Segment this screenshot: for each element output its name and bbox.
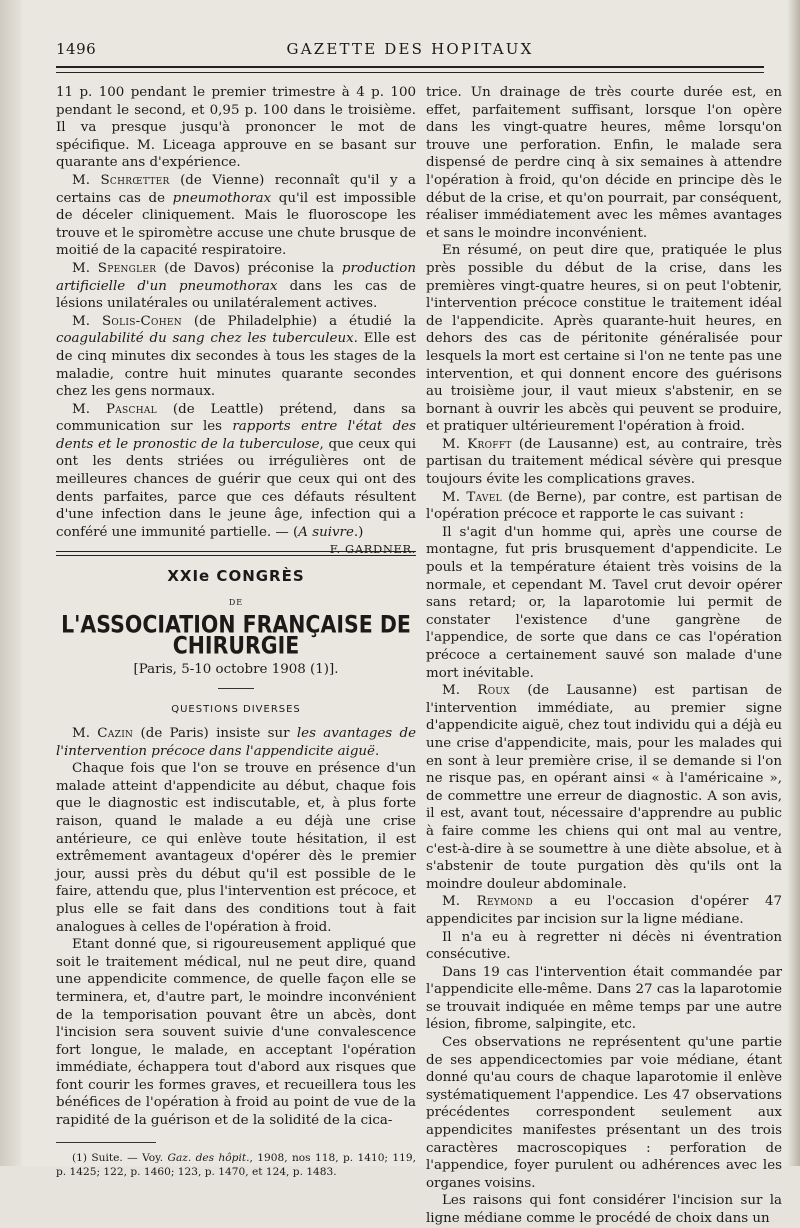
text-run: qu'il est impossible de déceler cliniquement. Mais le fluoroscope les trouve et le spiromètre accuse une chute brusque de moitié de la capacité respiratoire. — [56, 190, 417, 259]
text-run: M. — [442, 683, 478, 699]
author-name: Schrœtter — [100, 172, 170, 188]
text-run: (de Lausanne) est, au contraire, très partisan du traitement médical sévère qui presque toujours évite les complications graves. — [426, 436, 782, 488]
author-name: Krofft — [467, 436, 512, 452]
paragraph: Il s'agit d'un homme qui, après une course de montagne, fut pris brusquement d'appendicite. Le pouls et la température étaient très voisins de la normale, et cependant M. Tavel crut devoir opérer sans retard; or, la laparotomie lui permit de constater l'existence d'une gangrène de l'appendice, de sorte que dans ce cas l'opération précoce a certainement sauvé son malade d'une mort inévitable. — [426, 524, 782, 681]
italic-text: production artificielle d'un pneumothorax — [56, 260, 416, 294]
text-run: M. — [72, 313, 102, 329]
author-name: Solis-Cohen — [101, 313, 182, 329]
paragraph — [56, 401, 416, 557]
right-column — [426, 84, 782, 1228]
text-run: M. — [442, 489, 467, 505]
short-rule — [218, 688, 254, 689]
text-run: a eu l'occasion d'opérer 47 appendicites par incision sur la ligne médiane. — [426, 894, 782, 927]
text-run: (de Davos) préconise la — [156, 260, 342, 276]
text-run: .) — [353, 524, 364, 540]
paragraph — [56, 725, 416, 760]
text-run: , que ceux qui ont les dents striées ou irrégulières ont de meilleures chances de guérir que ceux qui ont des dents parfaites, parce que ces défauts résultent d'une infection dans le jeune âge, infection qui a conféré une immunité partielle. — ( — [56, 436, 416, 540]
paragraph — [426, 489, 782, 524]
author-name: Roux — [477, 683, 510, 699]
paragraph: Il n'a eu à regretter ni décès ni éventration consécutive. — [426, 929, 782, 963]
author-name: Reymond — [476, 894, 533, 910]
paragraph: Ces observations ne représentent qu'une partie de ses appendicectomies par voie médiane, étant donné qu'au cours de chaque laparotomie il enlève systématiquement l'appendice. Les 47 observations précédentes correspondent seulement aux appendicites manifestes présentant un des trois caractères macroscopiques : perforation de l'appendice, foyer purulent ou adhérences avec les organes voisins. — [426, 1035, 782, 1191]
italic-text: coagulabilité du sang chez les tuberculeux — [56, 331, 354, 347]
text-run: . Elle est de cinq minutes dix secondes à tous les stages de la maladie, contre huit minutes quarante secondes chez les gens normaux. — [56, 331, 416, 400]
place-date: [Paris, 5-10 octobre 1908 (1)]. — [133, 661, 339, 677]
page-number: 1496 — [56, 40, 97, 58]
text-run: (de Lausanne) est partisan de l'intervention immédiate, au premier signe d'appendicite aiguë, chez tout individu qui a déjà eu une crise d'appendicite, mais, pour les malades qui en sont à leur première crise, il se demande si l'on ne risque pas, en opérant ainsi « à l'américaine », de commettre une erreur de diagnostic. A son avis, il est, avant tout, nécessaire d'apprendre au public à faire comme les chiens qui ont mal au ventre, c'est-à-dire à se soumettre à une diète absolue, et à s'abstenir de toute purgation dès qu'ils ont la moindre douleur abdominale. — [426, 683, 782, 892]
author-signature: F. GARDNER. — [329, 542, 416, 557]
paragraph — [56, 172, 416, 260]
paragraph: Les raisons qui font considérer l'incision sur la ligne médiane comme le procédé de choix dans un — [426, 1193, 782, 1226]
paragraph — [426, 893, 782, 928]
author-name: Paschal — [105, 401, 157, 417]
page-header — [56, 40, 764, 64]
italic-text: rapports entre l'état des dents et le pronostic de la tuberculose — [56, 419, 416, 452]
footnote-rule — [56, 1142, 156, 1143]
italic-text: pneumothorax — [172, 190, 272, 206]
text-run: M. — [72, 172, 101, 188]
text-run: M. — [72, 401, 106, 417]
text-run: (de Vienne) reconnaît qu'il y a certains cas de — [56, 172, 416, 206]
author-name: Cazin — [97, 726, 134, 741]
paragraph: Chaque fois que l'on se trouve en présence d'un malade atteint d'appendicite au début, chaque fois que le diagnostic est indiscutable, et, à plus forte raison, quand le malade a eu déjà une crise antérieure, ce qui enlève toute hésitation, il est extrêmement avantageux d'opérer dès le premier jour, aussi près du début qu'il est possible de le faire, attendu que, plus l'intervention est précoce, et plus elle se fait dans des conditions tout à fait analogues à celles de l'opération à froid. — [56, 761, 416, 935]
header-rule — [56, 66, 764, 73]
text-run: dans les cas de lésions unilatérales ou unilatéralement actives. — [56, 278, 416, 312]
text-run: , 1908, nos 118, p. 1410; 119, p. 1425; 122, p. 1460; 123, p. 1470, et 124, p. 1483. — [56, 1151, 416, 1178]
paragraph: 11 p. 100 pendant le premier trimestre à 4 p. 100 pendant le second, et 0,95 p. 100 dans le troisième. Il va presque jusqu'à prononcer le mot de spécifique. M. Liceaga approuve en se basant sur quarante ans d'expérience. — [56, 85, 416, 171]
text-run: (de Berne), par contre, est partisan de l'opération précoce et rapporte le cas suivant : — [426, 489, 782, 523]
text-run: (de Leattle) prétend, dans sa communication sur les — [56, 401, 416, 435]
paragraph — [426, 682, 782, 893]
paragraph: trice. Un drainage de très courte durée est, en effet, parfaitement suffisant, lorsque l'on opère dans les vingt-quatre heures, même lorsqu'on trouve une perforation. Enfin, le malade sera dispensé de perdre cinq à six semaines à attendre l'opération à froid, qu'on décide en principe dès le début de la crise, et qu'on pourrait, par conséquent, réaliser immédiatement avec les mêmes avantages et sans le moindre inconvénient. — [426, 85, 782, 241]
to-be-continued: A suivre — [298, 524, 354, 540]
paragraph: Etant donné que, si rigoureusement appliqué que soit le traitement médical, nul ne peut dire, quand une appendicite commence, de quelle façon elle se terminera, et, d'autre part, le moindre inconvénient de la temporisation pouvant être un abcès, dont l'incision sera souvent suivie d'une convalescence fort longue, le malade, en acceptant l'opération immédiate, échappera tout d'abord aux risques que font courir les formes graves, et recueillera tous les bénéfices de l'opération à froid au point de vue de la rapidité de la guérison et de la solidité de la cica- — [56, 937, 416, 1129]
text-run: (1) Suite. — Voy. — [72, 1151, 168, 1164]
congress-de: DE — [228, 598, 244, 608]
paragraph — [56, 260, 416, 313]
text-run: M. — [442, 894, 477, 910]
text-run: (de Philadelphie) a étudié la — [181, 313, 416, 329]
association-title: L'ASSOCIATION FRANÇAISE DE CHIRURGIE — [61, 610, 411, 659]
paragraph — [426, 436, 782, 489]
paragraph — [56, 313, 416, 401]
text-run: (de Paris) insiste sur — [133, 726, 297, 741]
text-run: M. — [442, 436, 468, 452]
paragraph: Dans 19 cas l'intervention était commandée par l'appendicite elle-même. Dans 27 cas la laparotomie se trouvait indiquée en même temps par une autre lésion, fibrome, salpingite, etc. — [426, 964, 782, 1033]
text-run: M. — [72, 260, 98, 276]
author-name: Tavel — [466, 489, 502, 505]
text-run: M. — [72, 726, 98, 741]
congress-title: XXIe CONGRÈS — [167, 567, 305, 586]
italic-text: Gaz. des hôpit. — [167, 1151, 250, 1164]
paragraph: En résumé, on peut dire que, pratiquée le plus près possible du début de la crise, dans les premières vingt-quatre heures, si on peut l'obtenir, l'intervention précoce constitue le traitement idéal de l'appendicite. Après quarante-huit heures, en dehors des cas de péritonite généralisée pour lesquels la mort est certaine si l'on ne tente pas une intervention, et qui donnent encore des guérisons au troisième jour, il vaut mieux s'abstenir, en se bornant à ouvrir les abcès qui peuvent se produire, et pratiquer ultérieurement l'opération à froid. — [426, 243, 782, 435]
author-name: Spengler — [97, 260, 157, 276]
journal-title: GAZETTE DES HOPITAUX — [286, 40, 534, 58]
italic-text: les avantages de l'intervention précoce dans l'appendicite aiguë. — [56, 726, 417, 759]
left-column — [56, 84, 416, 1179]
footnote — [56, 1151, 416, 1179]
section-title: QUESTIONS DIVERSES — [171, 704, 301, 716]
